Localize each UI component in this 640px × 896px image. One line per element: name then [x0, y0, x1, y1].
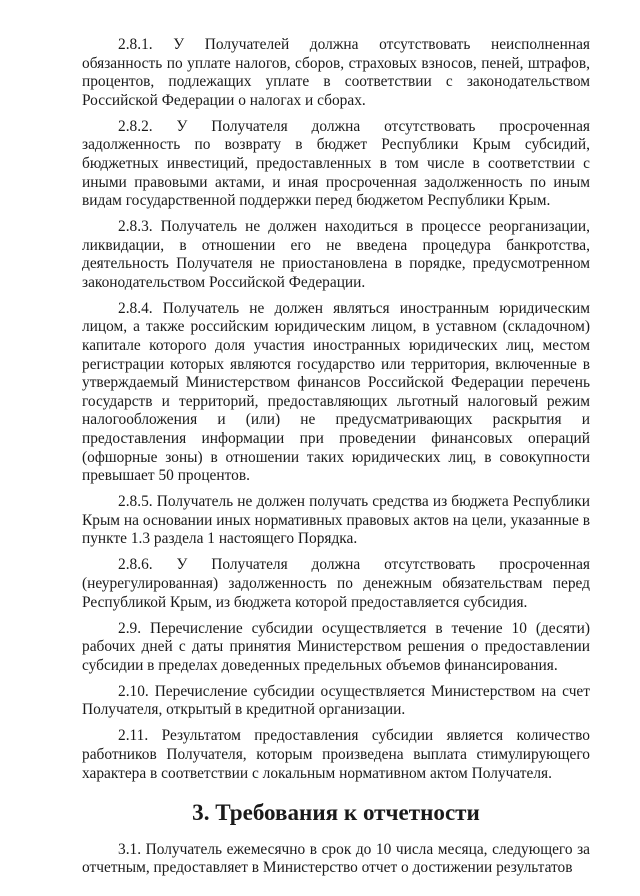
paragraph-2-8-5: 2.8.5. Получатель не должен получать средства из бюджета Республики Крым на основании иных нормативных правовых актов на цели, указанные в пункте 1.3 раздела 1 настоящего Порядка. [82, 493, 590, 548]
document-page [82, 36, 590, 885]
paragraph-3-1: 3.1. Получатель ежемесячно в срок до 10 числа месяца, следующего за отчетным, предоставляет в Министерство отчет о достижении результатов [82, 840, 590, 877]
paragraph-2-10: 2.10. Перечисление субсидии осуществляется Министерством на счет Получателя, открытый в кредитной организации. [82, 682, 590, 719]
paragraph-2-8-2: 2.8.2. У Получателя должна отсутствовать просроченная задолженность по возврату в бюджет Республики Крым субсидий, бюджетных инвестиций, предоставленных в том числе в соответствии с иными правовыми актами, и иная просроченная задолженность по иным видам государственной поддержки перед бюджетом Республики Крым. [82, 117, 590, 210]
paragraph-2-8-4: 2.8.4. Получатель не должен являться иностранным юридическим лицом, а также российским юридическим лицом, в уставном (складочном) капитале которого доля участия иностранных юридических лиц, местом регистрации которых являются государство или территория, включенные в утверждаемый Министерством финансов Российской Федерации перечень государств и территорий, предоставляющих льготный налоговый режим налогообложения и (или) не предусматривающих раскрытия и предоставления информации при проведении финансовых операций (офшорные зоны) в отношении таких юридических лиц, в совокупности превышает 50 процентов. [82, 299, 590, 485]
paragraph-2-9: 2.9. Перечисление субсидии осуществляется в течение 10 (десяти) рабочих дней с даты принятия Министерством решения о предоставлении субсидии в пределах доведенных предельных объемов финансирования. [82, 619, 590, 674]
paragraph-2-11: 2.11. Результатом предоставления субсидии является количество работников Получателя, которым произведена выплата стимулирующего характера в соответствии с локальным нормативном актом Получателя. [82, 727, 590, 782]
paragraph-2-8-1: 2.8.1. У Получателей должна отсутствовать неисполненная обязанность по уплате налогов, сборов, страховых взносов, пеней, штрафов, процентов, подлежащих уплате в соответствии с законодательством Российской Федерации о налогах и сборах. [82, 36, 590, 109]
section-heading: 3. Требования к отчетности [192, 799, 480, 826]
paragraph-2-8-6: 2.8.6. У Получателя должна отсутствовать просроченная (неурегулированная) задолженность по денежным обязательствам перед Республикой Крым, из бюджета которой предоставляется субсидия. [82, 556, 590, 611]
paragraph-2-8-3: 2.8.3. Получатель не должен находиться в процессе реорганизации, ликвидации, в отношении его не введена процедура банкротства, деятельность Получателя не приостановлена в порядке, предусмотренном законодательством Российской Федерации. [82, 218, 590, 291]
